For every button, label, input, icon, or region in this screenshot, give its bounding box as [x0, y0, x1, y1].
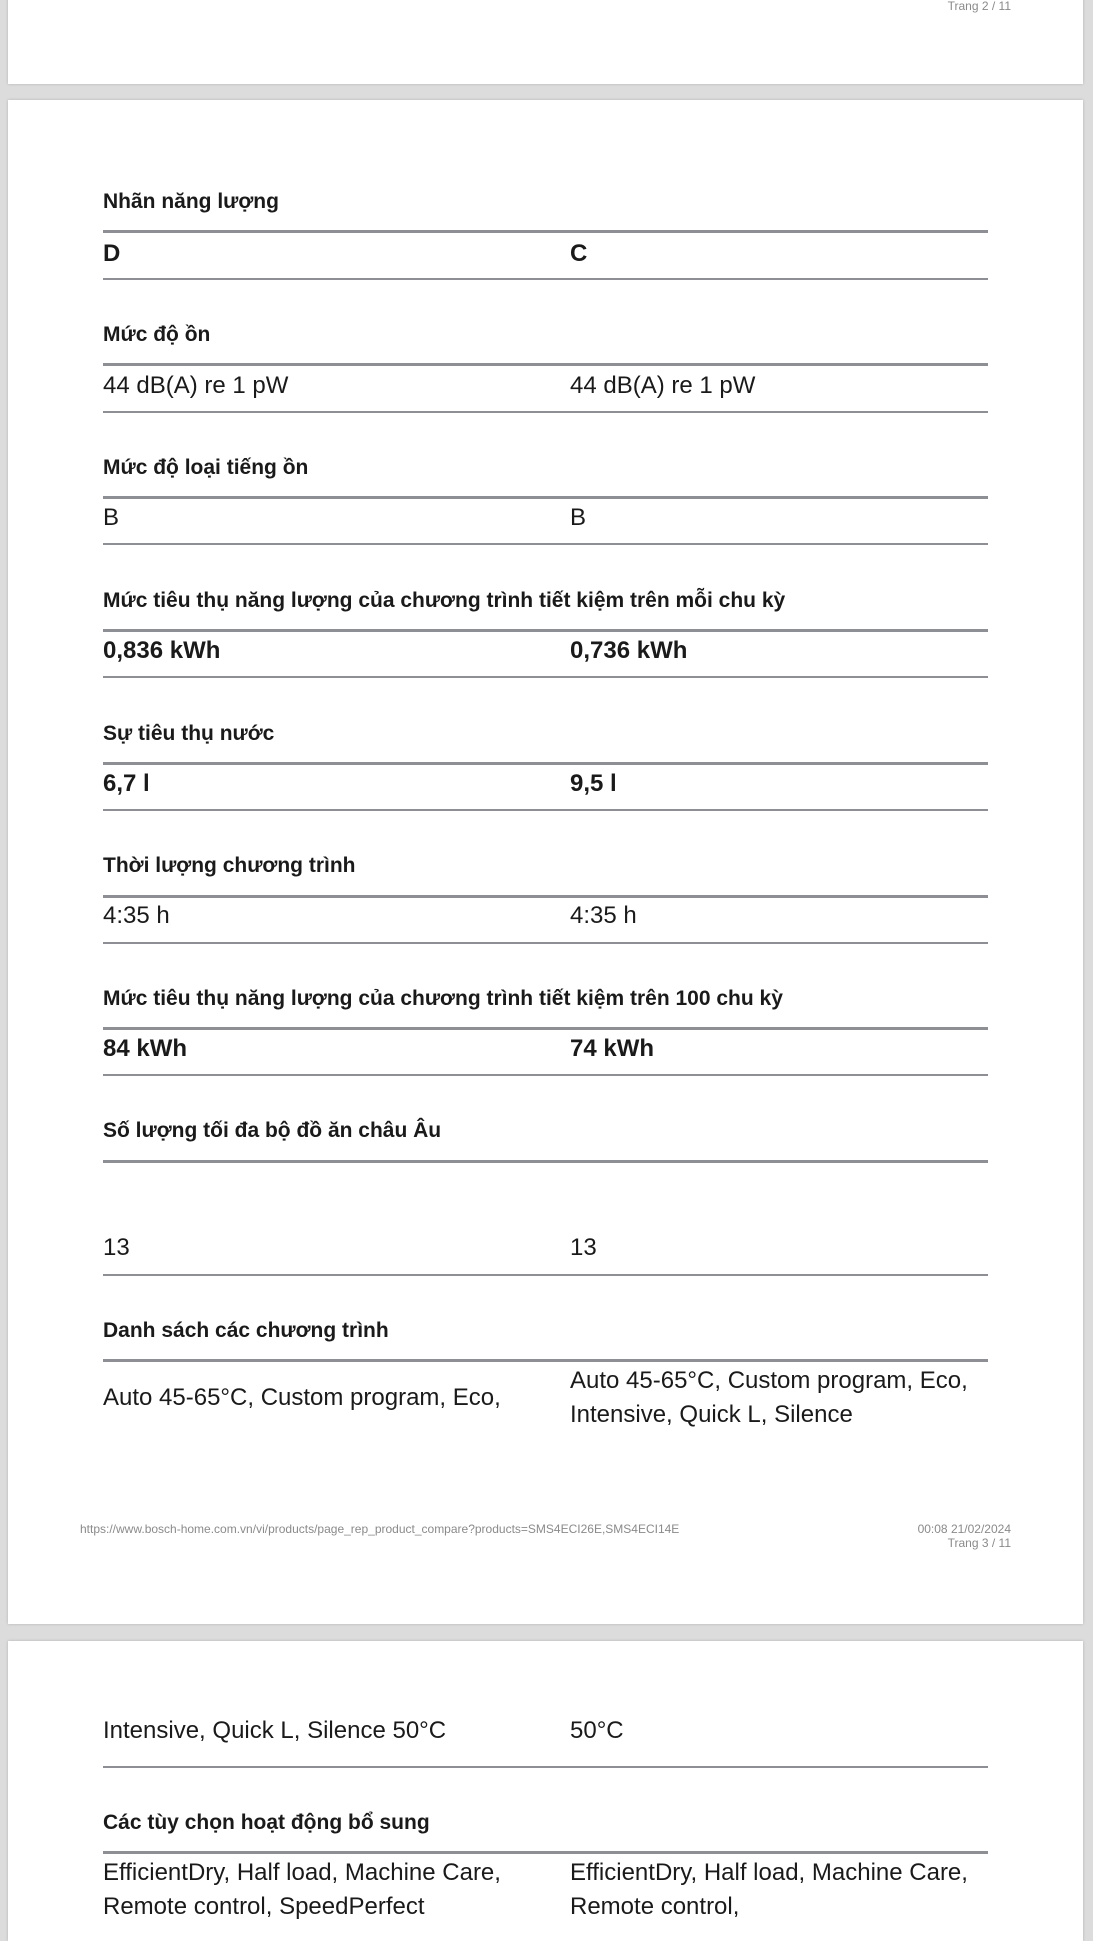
- current-page: [8, 100, 1083, 1624]
- section-title-program-duration: Thời lượng chương trình: [103, 854, 356, 877]
- footer-url: https://www.bosch-home.com.vn/vi/products/page_rep_product_compare?products=SMS4ECI26E,SMS4ECI14E: [80, 1522, 680, 1536]
- divider: [103, 1359, 988, 1362]
- section-title-noise-level: Mức độ ồn: [103, 323, 211, 346]
- value-right-energy-label: C: [570, 240, 588, 267]
- value-right-place-settings: 13: [570, 1234, 597, 1261]
- divider: [103, 278, 988, 280]
- value-left-energy-label: D: [103, 240, 121, 267]
- divider: [103, 809, 988, 811]
- value-left-programs: Auto 45-65°C, Custom program, Eco,: [103, 1384, 501, 1411]
- value-left-energy-per-100: 84 kWh: [103, 1035, 188, 1062]
- value-right-noise-class: B: [570, 504, 587, 531]
- divider: [103, 895, 988, 898]
- section-title-programs: Danh sách các chương trình: [103, 1319, 389, 1342]
- value-right-energy-per-cycle: 0,736 kWh: [570, 637, 688, 664]
- divider: [103, 942, 988, 944]
- divider: [103, 363, 988, 366]
- value-left-noise-class: B: [103, 504, 120, 531]
- previous-page: [8, 0, 1083, 84]
- value-left-programs-continued: Intensive, Quick L, Silence 50°C: [103, 1717, 447, 1744]
- divider: [103, 762, 988, 765]
- section-title-water-consumption: Sự tiêu thụ nước: [103, 722, 275, 745]
- footer-meta: [918, 1522, 1011, 1550]
- divider: [103, 1160, 988, 1163]
- divider: [103, 1274, 988, 1276]
- value-left-energy-per-cycle: 0,836 kWh: [103, 637, 221, 664]
- value-left-options: EfficientDry, Half load, Machine Care, Remote control, SpeedPerfect: [103, 1859, 501, 1920]
- divider: [103, 496, 988, 499]
- divider: [103, 1027, 988, 1030]
- value-right-energy-per-100: 74 kWh: [570, 1035, 655, 1062]
- comparison-table: [103, 100, 988, 1624]
- value-left-water-consumption: 6,7 l: [103, 770, 150, 797]
- divider: [103, 543, 988, 545]
- divider: [103, 676, 988, 678]
- divider: [103, 230, 988, 233]
- footer-timestamp: 00:08 21/02/2024: [917, 1522, 1011, 1536]
- value-left-program-duration: 4:35 h: [103, 902, 170, 929]
- value-right-noise-level: 44 dB(A) re 1 pW: [570, 372, 756, 399]
- divider: [103, 1851, 988, 1854]
- value-right-programs: Auto 45-65°C, Custom program, Eco, Intensive, Quick L, Silence: [570, 1367, 968, 1428]
- value-right-options: EfficientDry, Half load, Machine Care, Remote control,: [570, 1859, 968, 1920]
- comparison-table-continued: [103, 1641, 988, 1941]
- divider: [103, 1074, 988, 1076]
- section-title-energy-label: Nhãn năng lượng: [103, 190, 279, 213]
- divider: [103, 629, 988, 632]
- value-right-programs-continued: 50°C: [570, 1717, 624, 1744]
- page-number: Trang 3 / 11: [947, 1536, 1011, 1550]
- divider: [103, 411, 988, 413]
- value-right-program-duration: 4:35 h: [570, 902, 637, 929]
- value-left-noise-level: 44 dB(A) re 1 pW: [103, 372, 289, 399]
- page-number: Trang 2 / 11: [947, 0, 1011, 13]
- value-left-place-settings: 13: [103, 1234, 130, 1261]
- value-right-water-consumption: 9,5 l: [570, 770, 617, 797]
- section-title-place-settings: Số lượng tối đa bộ đồ ăn châu Âu: [103, 1119, 442, 1142]
- section-title-energy-per-100: Mức tiêu thụ năng lượng của chương trình tiết kiệm trên 100 chu kỳ: [103, 987, 783, 1010]
- divider: [103, 1766, 988, 1768]
- section-title-noise-class: Mức độ loại tiếng ồn: [103, 456, 309, 479]
- next-page: [8, 1641, 1083, 1941]
- section-title-options: Các tùy chọn hoạt động bổ sung: [103, 1811, 430, 1834]
- section-title-energy-per-cycle: Mức tiêu thụ năng lượng của chương trình tiết kiệm trên mỗi chu kỳ: [103, 589, 786, 612]
